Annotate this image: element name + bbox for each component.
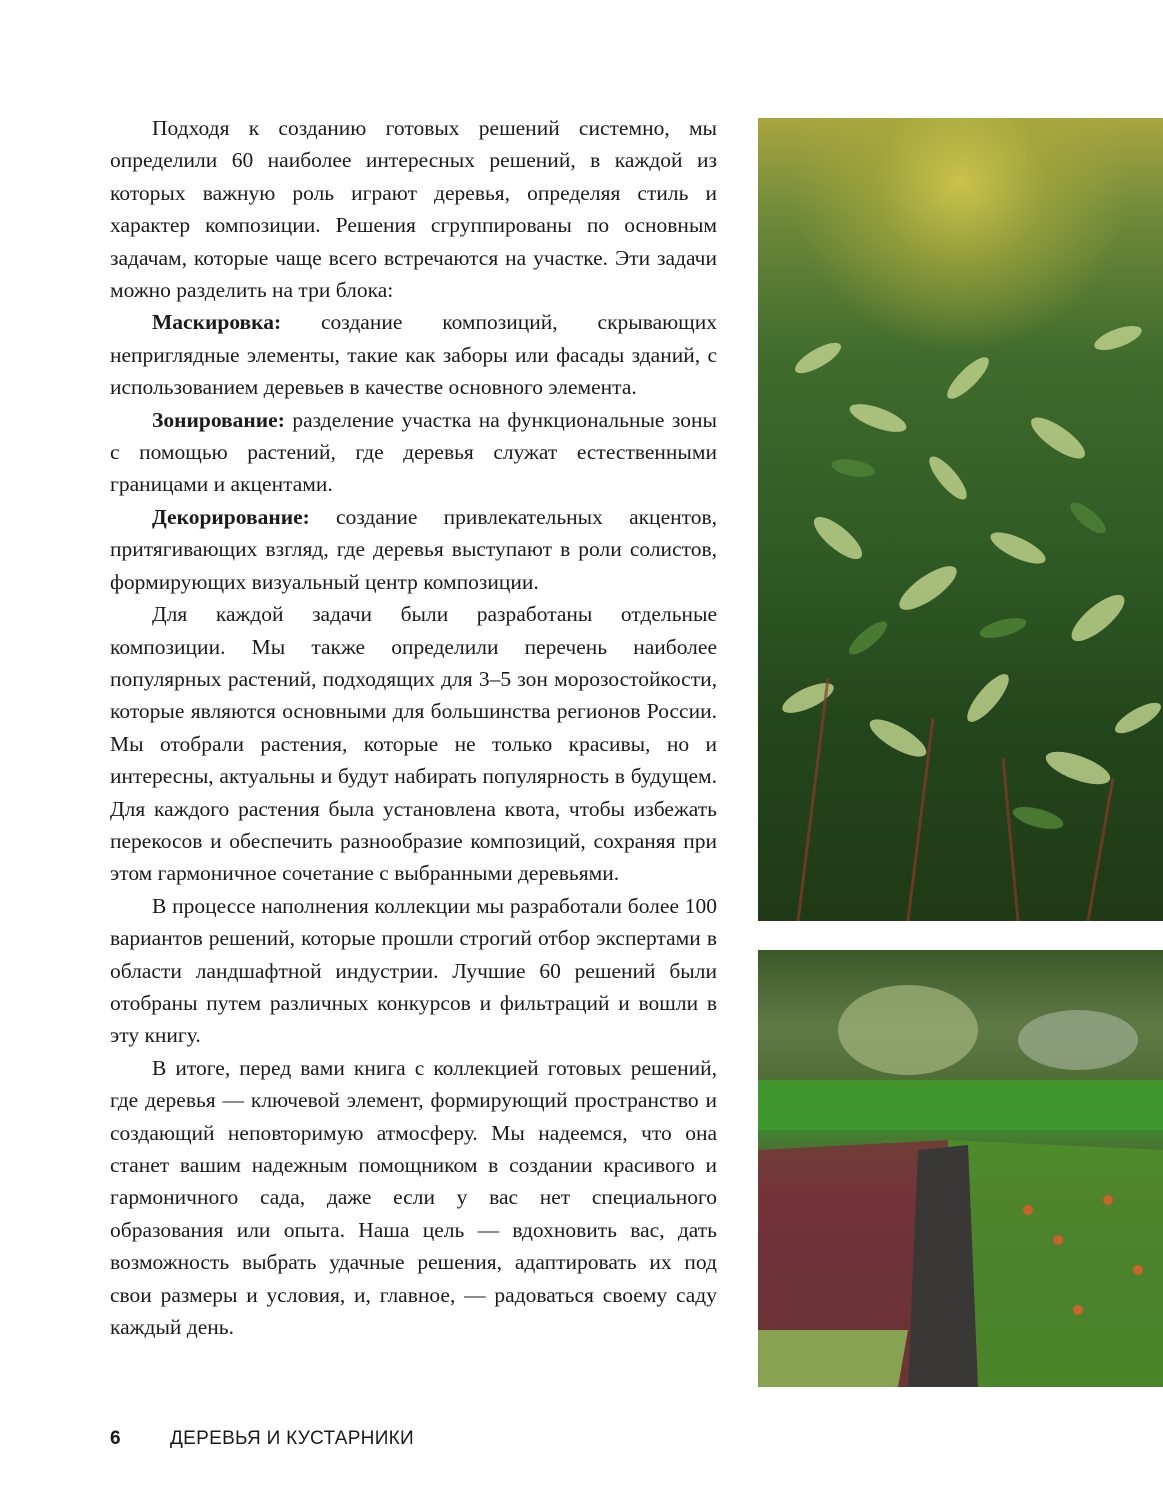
body-text: [110, 112, 717, 1343]
paragraph-collection: [110, 890, 717, 1052]
nursery-photo-art: [758, 950, 1163, 1387]
paragraph-intro: [110, 112, 717, 306]
shrub-photo-art: [758, 118, 1163, 921]
paragraph-text: создание привлекательных акцентов, притягивающих взгляд, где деревья выступают в роли солистов, формирующих визуальный центр композиции.: [110, 504, 717, 594]
shrub-photo: [758, 118, 1163, 921]
paragraph-text: разделение участка на функциональные зоны с помощью растений, где деревья служат естественными границами и акцентами.: [110, 407, 717, 497]
paragraph-compositions: [110, 598, 717, 890]
nursery-photo: [758, 950, 1163, 1387]
term-masking: Маскировка:: [152, 310, 282, 335]
paragraph-text: Для каждой задачи были разработаны отдельные композиции. Мы также определили перечень наиболее популярных растений, подходящих для 3–5 зон морозостойкости, которые являются основными для большинства регионов России. Мы отобрали растения, которые не только красивы, но и интересны, актуальны и будут набирать популярность в будущем. Для каждого растения была установлена квота, чтобы избежать перекосов и обеспечить разнообразие композиций, сохраняя при этом гармоничное сочетание с выбранными деревьями.: [110, 602, 717, 886]
running-head: ДЕРЕВЬЯ И КУСТАРНИКИ: [170, 1428, 414, 1449]
paragraph-zoning: [110, 404, 717, 501]
paragraph-decorating: [110, 501, 717, 598]
paragraph-text: создание композиций, скрывающих неприглядные элементы, такие как заборы или фасады зданий, с использованием деревьев в качестве основного элемента.: [110, 310, 717, 400]
page-number: 6: [110, 1428, 121, 1449]
paragraph-text: Подходя к созданию готовых решений системно, мы определили 60 наиболее интересных решений, в каждой из которых важную роль играют деревья, определяя стиль и характер композиции. Решения сгруппированы по основным задачам, которые чаще всего встречаются на участке. Эти задачи можно разделить на три блока:: [110, 116, 717, 303]
paragraph-text: В процессе наполнения коллекции мы разработали более 100 вариантов решений, которые прошли строгий отбор экспертами в области ландшафтной индустрии. Лучшие 60 решений были отобраны путем различных конкурсов и фильтраций и вошли в эту книгу.: [110, 893, 717, 1048]
term-zoning: Зонирование:: [152, 407, 285, 432]
paragraph-masking: [110, 306, 717, 403]
paragraph-text: В итоге, перед вами книга с коллекцией готовых решений, где деревья — ключевой элемент, формирующий пространство и создающий неповторимую атмосферу. Мы надеемся, что она станет вашим надежным помощником в создании красивого и гармоничного сада, даже если у вас нет специального образования или опыта. Наша цель — вдохновить вас, дать возможность выбрать удачные решения, адаптировать их под свои размеры и условия, и, главное, — радоваться своему саду каждый день.: [110, 1055, 717, 1340]
term-decorating: Декорирование:: [152, 504, 310, 529]
paragraph-conclusion: [110, 1052, 717, 1344]
